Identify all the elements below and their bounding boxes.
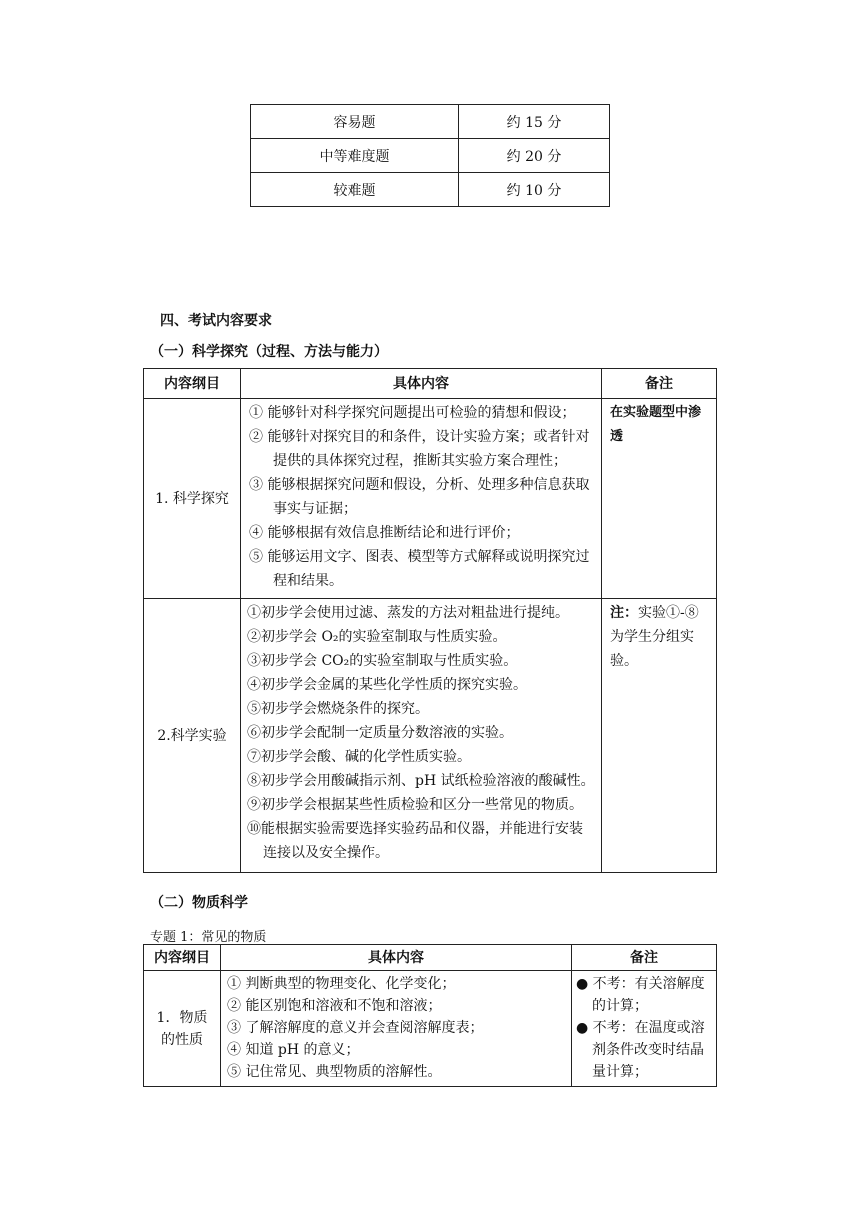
- topic-label: 专题 1：常见的物质: [150, 930, 267, 945]
- subsection-heading: （二）物质科学: [150, 895, 248, 911]
- list-item: ⑤ 记住常见、典型物质的溶解性。: [227, 1064, 442, 1080]
- row-note: [572, 971, 717, 1087]
- difficulty-score: 约 15 分: [459, 105, 610, 139]
- table-row: [144, 599, 717, 873]
- subsection-heading: （一）科学探究（过程、方法与能力）: [150, 344, 388, 360]
- list-item: ① 判断典型的物理变化、化学变化；: [227, 976, 456, 992]
- difficulty-type: 容易题: [251, 105, 459, 139]
- row-content: [241, 399, 602, 599]
- list-item: ⑥初步学会配制一定质量分数溶液的实验。: [247, 725, 513, 741]
- table-row: [251, 173, 610, 207]
- header-note: 备注: [602, 369, 717, 399]
- note-item: ● 不考：有关溶解度的计算；: [576, 976, 705, 1014]
- note-text: 实验①-⑧为学生分组实验。: [610, 605, 699, 669]
- row-category: 1．物质的性质: [144, 971, 221, 1087]
- list-item: ③初步学会 CO₂的实验室制取与性质实验。: [247, 653, 518, 669]
- list-item: ②初步学会 O₂的实验室制取与性质实验。: [247, 629, 507, 645]
- list-item: ⑩能根据实验需要选择实验药品和仪器，并能进行安装连接以及安全操作。: [247, 821, 583, 861]
- list-item: ⑦初步学会酸、碱的化学性质实验。: [247, 749, 471, 765]
- difficulty-score: 约 10 分: [459, 173, 610, 207]
- science-inquiry-table: [143, 368, 717, 873]
- row-content: [241, 599, 602, 873]
- note-item: ● 不考：在温度或溶剂条件改变时结晶量计算；: [576, 1020, 705, 1080]
- list-item: ④ 知道 pH 的意义；: [227, 1042, 360, 1058]
- list-item: ④ 能够根据有效信息推断结论和进行评价；: [249, 525, 520, 541]
- row-category: 1. 科学探究: [144, 399, 241, 599]
- list-item: ⑤初步学会燃烧条件的探究。: [247, 701, 429, 717]
- list-item: ① 能够针对科学探究问题提出可检验的猜想和假设；: [249, 405, 576, 421]
- row-category: 2.科学实验: [144, 599, 241, 873]
- header-content: 具体内容: [221, 945, 572, 971]
- header-category: 内容纲目: [144, 945, 221, 971]
- list-item: ①初步学会使用过滤、蒸发的方法对粗盐进行提纯。: [247, 605, 569, 621]
- table-row: [251, 105, 610, 139]
- list-item: ④初步学会金属的某些化学性质的探究实验。: [247, 677, 527, 693]
- section-heading: 四、考试内容要求: [160, 313, 272, 329]
- list-item: ③ 了解溶解度的意义并会查阅溶解度表；: [227, 1020, 484, 1036]
- header-category: 内容纲目: [144, 369, 241, 399]
- list-item: ⑧初步学会用酸碱指示剂、pH 试纸检验溶液的酸碱性。: [247, 773, 595, 789]
- row-note: [602, 599, 717, 873]
- difficulty-table: [250, 104, 610, 207]
- table-row: [251, 139, 610, 173]
- table-row: [144, 971, 717, 1087]
- table-row: [144, 399, 717, 599]
- list-item: ⑤ 能够运用文字、图表、模型等方式解释或说明探究过程和结果。: [249, 549, 590, 589]
- list-item: ② 能区别饱和溶液和不饱和溶液；: [227, 998, 442, 1014]
- header-note: 备注: [572, 945, 717, 971]
- list-item: ② 能够针对探究目的和条件，设计实验方案；或者针对提供的具体探究过程，推断其实验方案合理性；: [249, 429, 590, 469]
- row-content: [221, 971, 572, 1087]
- difficulty-score: 约 20 分: [459, 139, 610, 173]
- difficulty-type: 较难题: [251, 173, 459, 207]
- header-content: 具体内容: [241, 369, 602, 399]
- table-header-row: [144, 369, 717, 399]
- table-header-row: [144, 945, 717, 971]
- row-note: 在实验题型中渗透: [602, 399, 717, 599]
- matter-science-table: [143, 944, 717, 1087]
- list-item: ⑨初步学会根据某些性质检验和区分一些常见的物质。: [247, 797, 583, 813]
- difficulty-type: 中等难度题: [251, 139, 459, 173]
- list-item: ③ 能够根据探究问题和假设，分析、处理多种信息获取事实与证据；: [249, 477, 590, 517]
- note-label: 注：: [610, 605, 638, 621]
